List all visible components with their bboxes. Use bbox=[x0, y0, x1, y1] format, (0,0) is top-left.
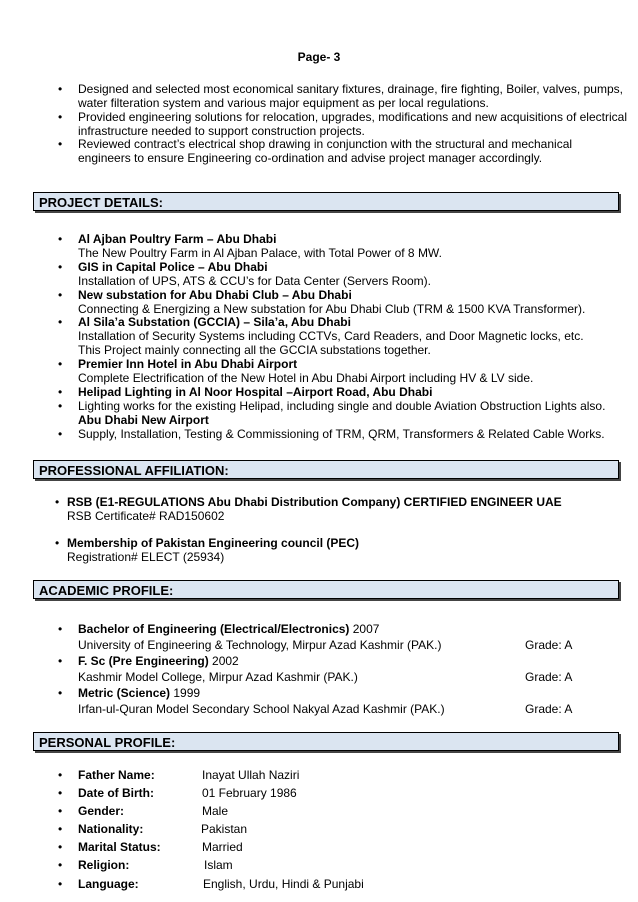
bullet-text: Provided engineering solutions for relocation, upgrades, modifications and new acquisitions of electrical bbox=[78, 110, 627, 124]
project-description: Installation of UPS, ATS & CCU’s for Data Center (Servers Room). bbox=[78, 274, 432, 288]
year: 1999 bbox=[170, 686, 201, 700]
year: 2007 bbox=[349, 622, 380, 636]
affiliation-detail: Registration# ELECT (25934) bbox=[67, 550, 225, 564]
field-label: Language: bbox=[78, 877, 139, 891]
field-label: Nationality: bbox=[78, 822, 144, 836]
section-heading-project-details: PROJECT DETAILS: bbox=[33, 192, 619, 211]
year: 2002 bbox=[208, 654, 239, 668]
project-description: Installation of Security Systems including CCTVs, Card Readers, and Door Magnetic locks, etc. bbox=[78, 329, 584, 343]
field-value: Pakistan bbox=[201, 822, 248, 836]
project-title: Helipad Lighting in Al Noor Hospital –Airport Road, Abu Dhabi bbox=[78, 385, 433, 399]
field-label: Date of Birth: bbox=[78, 786, 154, 800]
bullet-text: Designed and selected most economical sanitary fixtures, drainage, fire fighting, Boiler, valves, pumps, bbox=[78, 82, 623, 96]
page-number: Page- 3 bbox=[297, 50, 341, 64]
grade: Grade: A bbox=[525, 638, 573, 652]
section-heading-academic: ACADEMIC PROFILE: bbox=[33, 580, 619, 599]
institute: Kashmir Model College, Mirpur Azad Kashmir (PAK.) bbox=[78, 670, 358, 684]
degree: F. Sc (Pre Engineering) bbox=[78, 654, 209, 668]
field-label: Religion: bbox=[78, 858, 130, 872]
field-value: 01 February 1986 bbox=[202, 786, 297, 800]
section-heading-personal: PERSONAL PROFILE: bbox=[33, 732, 619, 751]
field-label: Father Name: bbox=[78, 768, 155, 782]
affiliation-title: Membership of Pakistan Engineering council (PEC) bbox=[67, 536, 360, 550]
institute: Irfan-ul-Quran Model Secondary School Nakyal Azad Kashmir (PAK.) bbox=[78, 702, 445, 716]
project-title: Al Sila’a Substation (GCCIA) – Sila’a, Abu Dhabi bbox=[78, 315, 351, 329]
field-label: Gender: bbox=[78, 804, 125, 818]
bullet-text: Reviewed contract’s electrical shop drawing in conjunction with the structural and mechanical bbox=[78, 137, 573, 151]
bullet-text: water filteration system and various major equipment as per local regulations. bbox=[78, 96, 489, 110]
bullet-text: infrastructure needed to support construction projects. bbox=[78, 124, 365, 138]
project-title: New substation for Abu Dhabi Club – Abu Dhabi bbox=[78, 288, 352, 302]
project-description: Connecting & Energizing a New substation for Abu Dhabi Club (TRM & 1500 KVA Transformer). bbox=[78, 302, 586, 316]
project-description: Supply, Installation, Testing & Commissioning of TRM, QRM, Transformers & Related Cable Works. bbox=[78, 427, 605, 441]
project-description: Lighting works for the existing Helipad, including single and double Aviation Obstruction Lights also. bbox=[78, 399, 606, 413]
field-value: English, Urdu, Hindi & Punjabi bbox=[203, 877, 364, 891]
project-title: Premier Inn Hotel in Abu Dhabi Airport bbox=[78, 357, 298, 371]
project-title: Al Ajban Poultry Farm – Abu Dhabi bbox=[78, 232, 277, 246]
bullet-text: engineers to ensure Engineering co-ordination and advise project manager accordingly. bbox=[78, 151, 543, 165]
affiliation-title: RSB (E1-REGULATIONS Abu Dhabi Distribution Company) CERTIFIED ENGINEER UAE bbox=[67, 495, 562, 509]
field-value: Male bbox=[202, 804, 229, 818]
institute: University of Engineering & Technology, Mirpur Azad Kashmir (PAK.) bbox=[78, 638, 442, 652]
project-description: This Project mainly connecting all the GCCIA substations together. bbox=[78, 343, 431, 357]
field-value: Married bbox=[202, 840, 243, 854]
project-description: The New Poultry Farm in Al Ajban Palace, with Total Power of 8 MW. bbox=[78, 246, 442, 260]
affiliation-detail: RSB Certificate# RAD150602 bbox=[67, 509, 225, 523]
project-title: GIS in Capital Police – Abu Dhabi bbox=[78, 260, 268, 274]
grade: Grade: A bbox=[525, 670, 573, 684]
field-value: Inayat Ullah Naziri bbox=[202, 768, 300, 782]
degree: Bachelor of Engineering (Electrical/Electronics) bbox=[78, 622, 350, 636]
project-title: Abu Dhabi New Airport bbox=[78, 413, 209, 427]
field-label: Marital Status: bbox=[78, 840, 161, 854]
section-heading-affiliation: PROFESSIONAL AFFILIATION: bbox=[33, 460, 619, 479]
grade: Grade: A bbox=[525, 702, 573, 716]
degree: Metric (Science) bbox=[78, 686, 171, 700]
field-value: Islam bbox=[204, 858, 233, 872]
project-description: Complete Electrification of the New Hotel in Abu Dhabi Airport including HV & LV side. bbox=[78, 371, 534, 385]
